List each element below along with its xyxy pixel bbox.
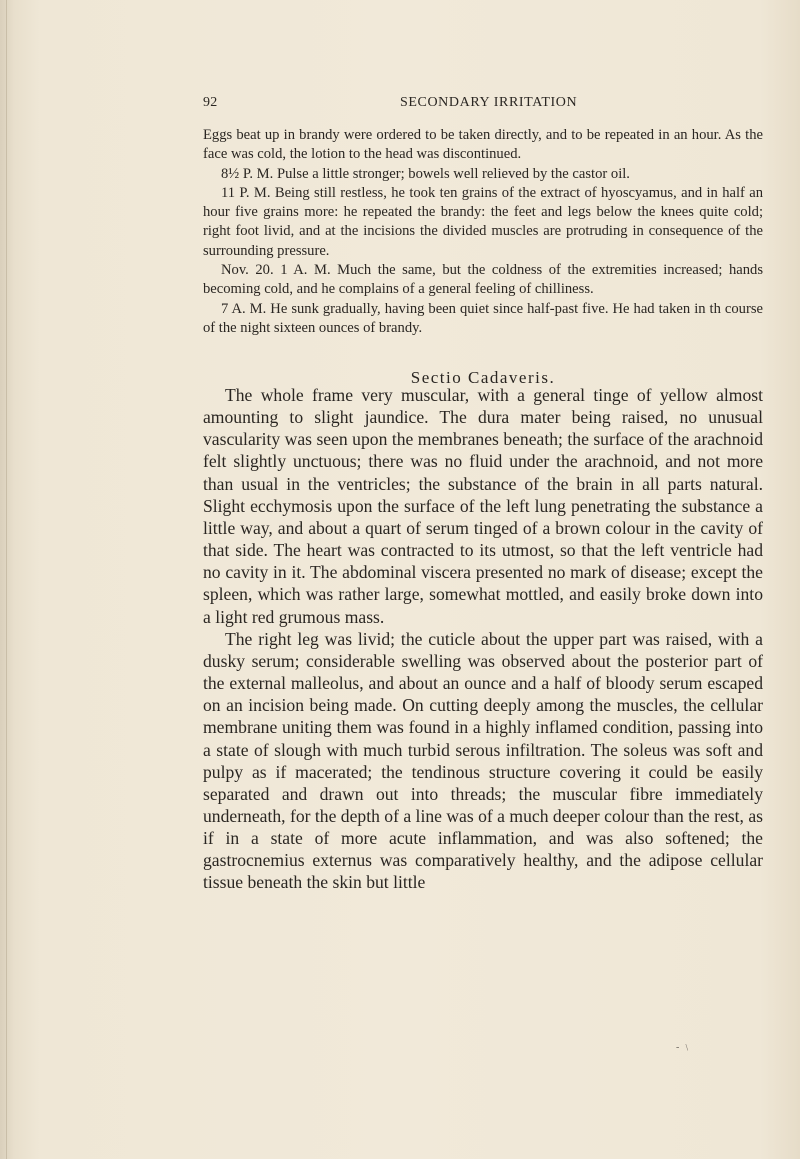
case-note: 11 P. M. Being still restless, he took ten grains of the extract of hyoscyamus, and in half an hour five grains more: he repeated the brandy: the feet and legs below the knees quite cold; right foot livid, and at the incisions the divided muscles are protruding in consequence of the surrounding pressure.: [203, 184, 763, 259]
case-note: 8½ P. M. Pulse a little stronger; bowels well relieved by the castor oil.: [221, 165, 630, 182]
case-note: Nov. 20. 1 A. M. Much the same, but the coldness of the extremities increased; hands becoming cold, and he complains of a general feeling of chilliness.: [203, 262, 763, 298]
body-paragraph: The whole frame very muscular, with a general tinge of yellow almost amounting to slight jaundice. The dura mater being raised, no unusual vascularity was seen upon the membranes beneath; the surface of the arachnoid felt slightly unctuous; there was no fluid under the arachnoid, and not more than usual in the ventricles; the substance of the brain in all parts natural. Slight ecchymosis upon the surface of the left lung penetrating the substance a little way, and about a quart of serum tinged of a brown colour in the cavity of that side. The heart was contracted to its utmost, so that the left ventricle had no cavity in it. The abdominal viscera presented no mark of disease; except the spleen, which was rather large, somewhat mottled, and easily broke down into a light red grumous mass.: [203, 385, 763, 627]
case-note: 7 A. M. He sunk gradually, having been quiet since half-past five. He had taken in th course of the night sixteen ounces of brandy.: [203, 300, 763, 336]
page-header: [203, 95, 763, 115]
running-head: SECONDARY IRRITATION: [400, 95, 578, 110]
page-gutter: [6, 0, 7, 1159]
post-mortem-text: [203, 384, 763, 894]
ink-smudge: - ﹨: [676, 1042, 692, 1053]
section-title: Sectio Cadaveris.: [410, 368, 556, 387]
case-note: Eggs beat up in brandy were ordered to be taken directly, and to be repeated in an hour. As the face was cold, the lotion to the head was discontinued.: [203, 127, 763, 163]
case-notes: [203, 126, 763, 338]
body-paragraph: The right leg was livid; the cuticle about the upper part was raised, with a dusky serum; considerable swelling was observed about the posterior part of the external malleolus, and about an ounce and a half of bloody serum escaped on an incision being made. On cutting deeply among the muscles, the cellular membrane uniting them was found in a highly inflamed condition, passing into a state of slough with much turbid serous infiltration. The soleus was soft and pulpy as if macerated; the tendinous structure covering it could be easily separated and drawn out into threads; the muscular fibre immediately underneath, for the depth of a line was of a much deeper colour than the rest, as if in a state of more acute inflammation, and was also softened; the gastrocnemius externus was comparatively healthy, and the adipose cellular tissue beneath the skin but little: [203, 628, 763, 893]
page-number: 92: [203, 95, 218, 110]
